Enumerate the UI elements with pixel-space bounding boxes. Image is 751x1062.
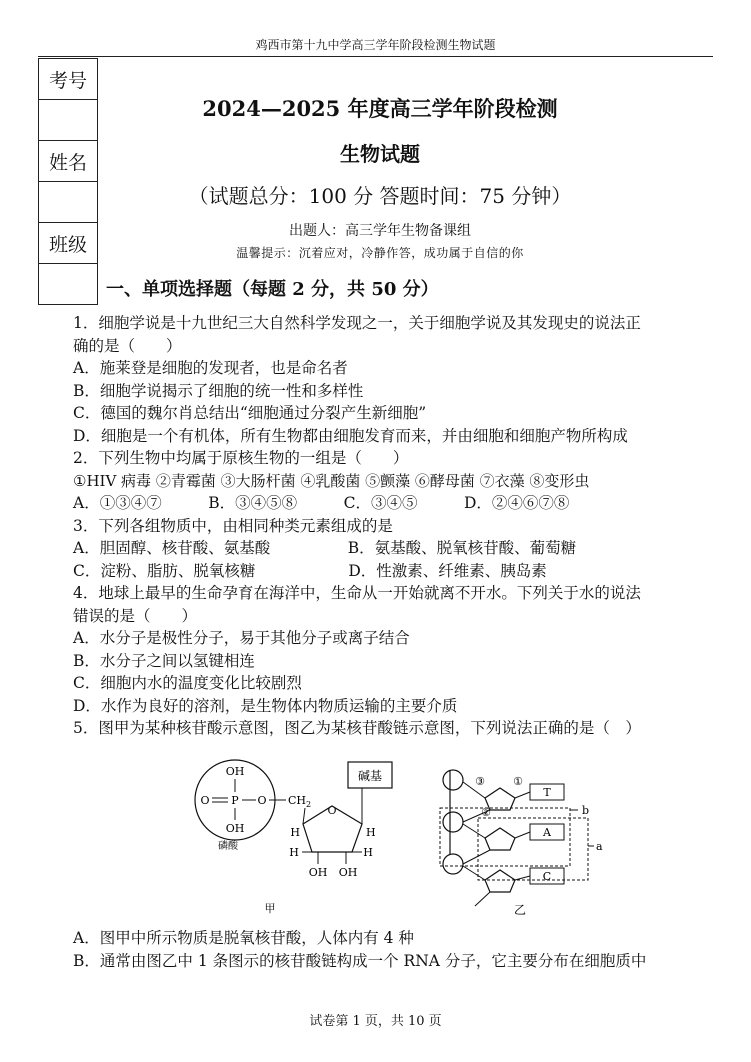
phosphorus-atom: P — [231, 794, 239, 807]
option-line: A．图甲中所示物质是脱氧核苷酸，人体内有 4 种 — [73, 929, 414, 947]
phosphate-3 — [443, 854, 463, 874]
ring-oh-right: OH — [338, 866, 358, 879]
ring-h-right: H — [366, 826, 376, 839]
base-c: C — [542, 870, 552, 883]
option-line: D．水作为良好的溶剂，是生物体内物质运输的主要介质 — [73, 696, 458, 715]
question-line: 1．细胞学说是十九世纪三大自然科学发现之一，关于细胞学说及其发现史的说法正 — [73, 314, 641, 332]
ring-h-bottom-left: H — [289, 846, 299, 859]
class-label: 班级 — [39, 223, 97, 264]
question-line: 4．地球上最早的生命孕育在海洋中，生命从一开始就离不开水。下列关于水的说法 — [73, 584, 641, 602]
figure-yi — [440, 770, 603, 917]
figure-yi-label: 乙 — [513, 903, 527, 917]
name-label: 姓名 — [39, 141, 97, 182]
option-line: C．德国的魏尔肖总结出“细胞通过分裂产生新细胞” — [73, 404, 427, 422]
phosphate-o-double: O — [200, 794, 210, 807]
option-line: B．水分子之间以氢键相连 — [73, 651, 255, 670]
nucleotide-figure — [190, 752, 610, 927]
option-line: B．通常由图乙中 1 条图示的核苷酸链构成一个 RNA 分子，它主要分布在细胞质中 — [73, 951, 647, 970]
exam-subject: 生物试题 — [340, 142, 420, 166]
exam-number-label: 考号 — [39, 59, 97, 100]
option-line: A．①③④⑦ B．③④⑤⑧ C．③④⑤ D．②④⑥⑦⑧ — [73, 494, 570, 512]
phosphate-1 — [443, 770, 463, 790]
option-line: C．细胞内水的温度变化比较剧烈 — [73, 674, 302, 692]
dashed-box-a — [478, 818, 588, 880]
ring-oh-left: OH — [308, 866, 328, 879]
exam-number-field[interactable] — [39, 100, 97, 141]
ring-oxygen: O — [327, 804, 337, 817]
pentose-2 — [485, 828, 515, 850]
question-line: 错误的是（ ） — [73, 606, 198, 625]
option-line: C．淀粉、脂肪、脱氧核糖 D．性激素、纤维素、胰岛素 — [73, 561, 547, 580]
phosphate-oh-top: OH — [225, 765, 245, 778]
figure-jia-label: 甲 — [264, 902, 276, 915]
option-line: B．细胞学说揭示了细胞的统一性和多样性 — [73, 381, 364, 400]
page-footer: 试卷第 1 页，共 10 页 — [309, 1014, 442, 1029]
phosphate-label: 磷酸 — [218, 841, 238, 852]
warm-tip: 温馨提示：沉着应对，冷静作答，成功属于自信的你 — [236, 246, 524, 260]
pentose-3 — [485, 870, 515, 892]
label-circle-2: ② — [481, 806, 491, 819]
question-line: 确的是（ ） — [73, 336, 182, 355]
bond — [463, 866, 485, 880]
option-line: A．胆固醇、核苷酸、氨基酸 B．氨基酸、脱氧核苷酸、葡萄糖 — [73, 539, 577, 557]
base-a: A — [543, 826, 551, 839]
section-heading: 一、单项选择题（每题 2 分，共 50 分） — [106, 279, 439, 300]
question-line: 3．下列各组物质中，由相同种类元素组成的是 — [73, 516, 393, 535]
base-label: 碱基 — [357, 769, 383, 783]
label-circle-3: ③ — [475, 775, 485, 788]
class-field[interactable] — [39, 264, 97, 304]
exam-info: （试题总分：100 分 答题时间：75 分钟） — [188, 184, 572, 208]
question-setter: 出题人：高三学年生物备课组 — [289, 223, 471, 239]
question-line: 2．下列生物中均属于原核生物的一组是（ ） — [73, 449, 409, 467]
option-line: D．细胞是一个有机体，所有生物都由细胞发育而来，并由细胞和细胞产物所构成 — [73, 426, 628, 445]
student-id-box — [38, 58, 98, 305]
exam-title: 2024—2025 年度高三学年阶段检测 — [202, 96, 558, 121]
bond — [515, 832, 530, 838]
label-a: a — [596, 840, 603, 853]
bond — [475, 892, 490, 906]
ring-h-bottom-right: H — [363, 846, 373, 859]
bond — [515, 792, 530, 798]
bond — [463, 824, 485, 838]
name-field[interactable] — [39, 182, 97, 223]
question-line: ①HIV 病毒 ②青霉菌 ③大肠杆菌 ④乳酸菌 ⑤颤藻 ⑥酵母菌 ⑦衣藻 ⑧变形虫 — [73, 471, 590, 490]
question-line: 5．图甲为某种核苷酸示意图，图乙为某核苷酸链示意图，下列说法正确的是（ ） — [73, 719, 641, 737]
bond — [303, 808, 305, 824]
base-t: T — [543, 786, 551, 799]
header-rule — [38, 56, 713, 57]
phosphate-oh-bottom: OH — [225, 822, 245, 835]
bridge-oxygen: O — [257, 794, 267, 807]
ring-h-left: H — [290, 826, 300, 839]
figure-jia — [195, 760, 392, 915]
bond — [515, 876, 530, 880]
phosphate-2 — [443, 812, 463, 832]
option-line: A．水分子是极性分子，易于其他分子或离子结合 — [73, 629, 410, 647]
running-header: 鸡西市第十九中学高三学年阶段检测生物试题 — [255, 38, 496, 52]
ch2-group: $CH_2$ — [288, 794, 312, 809]
label-circle-1: ① — [513, 775, 523, 788]
option-line: A．施莱登是细胞的发现者，也是命名者 — [73, 359, 348, 377]
bond — [463, 850, 490, 864]
label-b: b — [582, 804, 590, 817]
